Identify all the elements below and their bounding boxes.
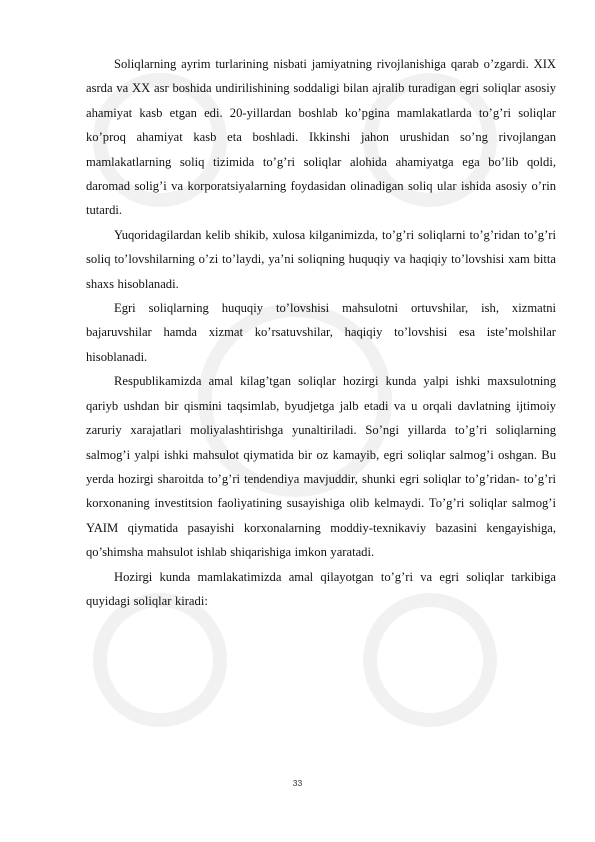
paragraph-indirect-taxes-payers: Egri soliqlarning huquqiy to’lovshisi mahsulotni ortuvshilar, ish, xizmatni bajaruvshilar hamda xizmat ko’rsatuvshilar, haqiqiy to’lovshisi esa iste’molshilar hisoblanadi. (86, 301, 556, 364)
paragraph-direct-taxes-conclusion: Yuqoridagilardan kelib shikib, xulosa kilganimizda, to’g’ri soliqlarni to’g’ridan to’g’ri soliq to’lovshilarning o’zi to’laydi, ya’ni soliqning huquqiy va haqiqiy to’lovshisi xam bitta shaxs hisoblanadi. (86, 227, 556, 291)
paragraph-republic-taxes: Respublikamizda amal kilag’tgan soliqlar hozirgi kunda yalpi ishki maxsulotning qariyb ushdan bir qismini taqsimlab, byudjetga jalb etadi va u orqali davlatning ijtimoiy zaruriy xarajatlari moliyalashtirishga yunaltiriladi. So’ngi yillarda to’g’ri soliqlarning salmog’i yalpi ishki mahsulot qiymatida bir oz kamayib, egri soliqlar salmog’i oshgan. Bu yerda hozirgi sharoitda to’g’ri tendendiya mavjuddir, shunki egri soliqlar to’g’ridan- to’g’ri korxonaning investitsion faoliyatining susayishiga olib kelmaydi. To’g’ri soliqlar salmog’i YAIM qiymatida pasayishi korxonalarning moddiy-texnikaviy bazasini kengayishiga, qo’shimsha mahsulot ishlab shiqarishiga imkon yaratadi. (86, 374, 556, 560)
body-text (86, 52, 556, 613)
page-number: 33 (292, 778, 303, 788)
paragraph-current-taxes-intro: Hozirgi kunda mamlakatimizda amal qilayotgan to’g’ri va egri soliqlar tarkibiga quyidagi soliqlar kiradi: (86, 569, 556, 608)
paragraph-tax-ratio-history: Soliqlarning ayrim turlarining nisbati jamiyatning rivojlanishiga qarab o’zgardi. XIX asrda va XX asr boshida undirilishining soddaligi bilan ajralib turadigan egri soliqlar asosiy ahamiyat kasb etgan edi. 20-yillardan boshlab ko’pgina mamlakatlarda to’g’ri soliqlar ko’proq ahamiyat kasb eta boshladi. Ikkinshi jahon urushidan so’ng rivojlangan mamlakatlarning soliq tizimida to’g’ri soliqlar alohida ahamiyatga ega bo’lib qoldi, daromad solig’i va korporatsiyalarning foydasidan olinadigan soliq ular ishida asosiy o’rin tutardi. (86, 57, 556, 218)
